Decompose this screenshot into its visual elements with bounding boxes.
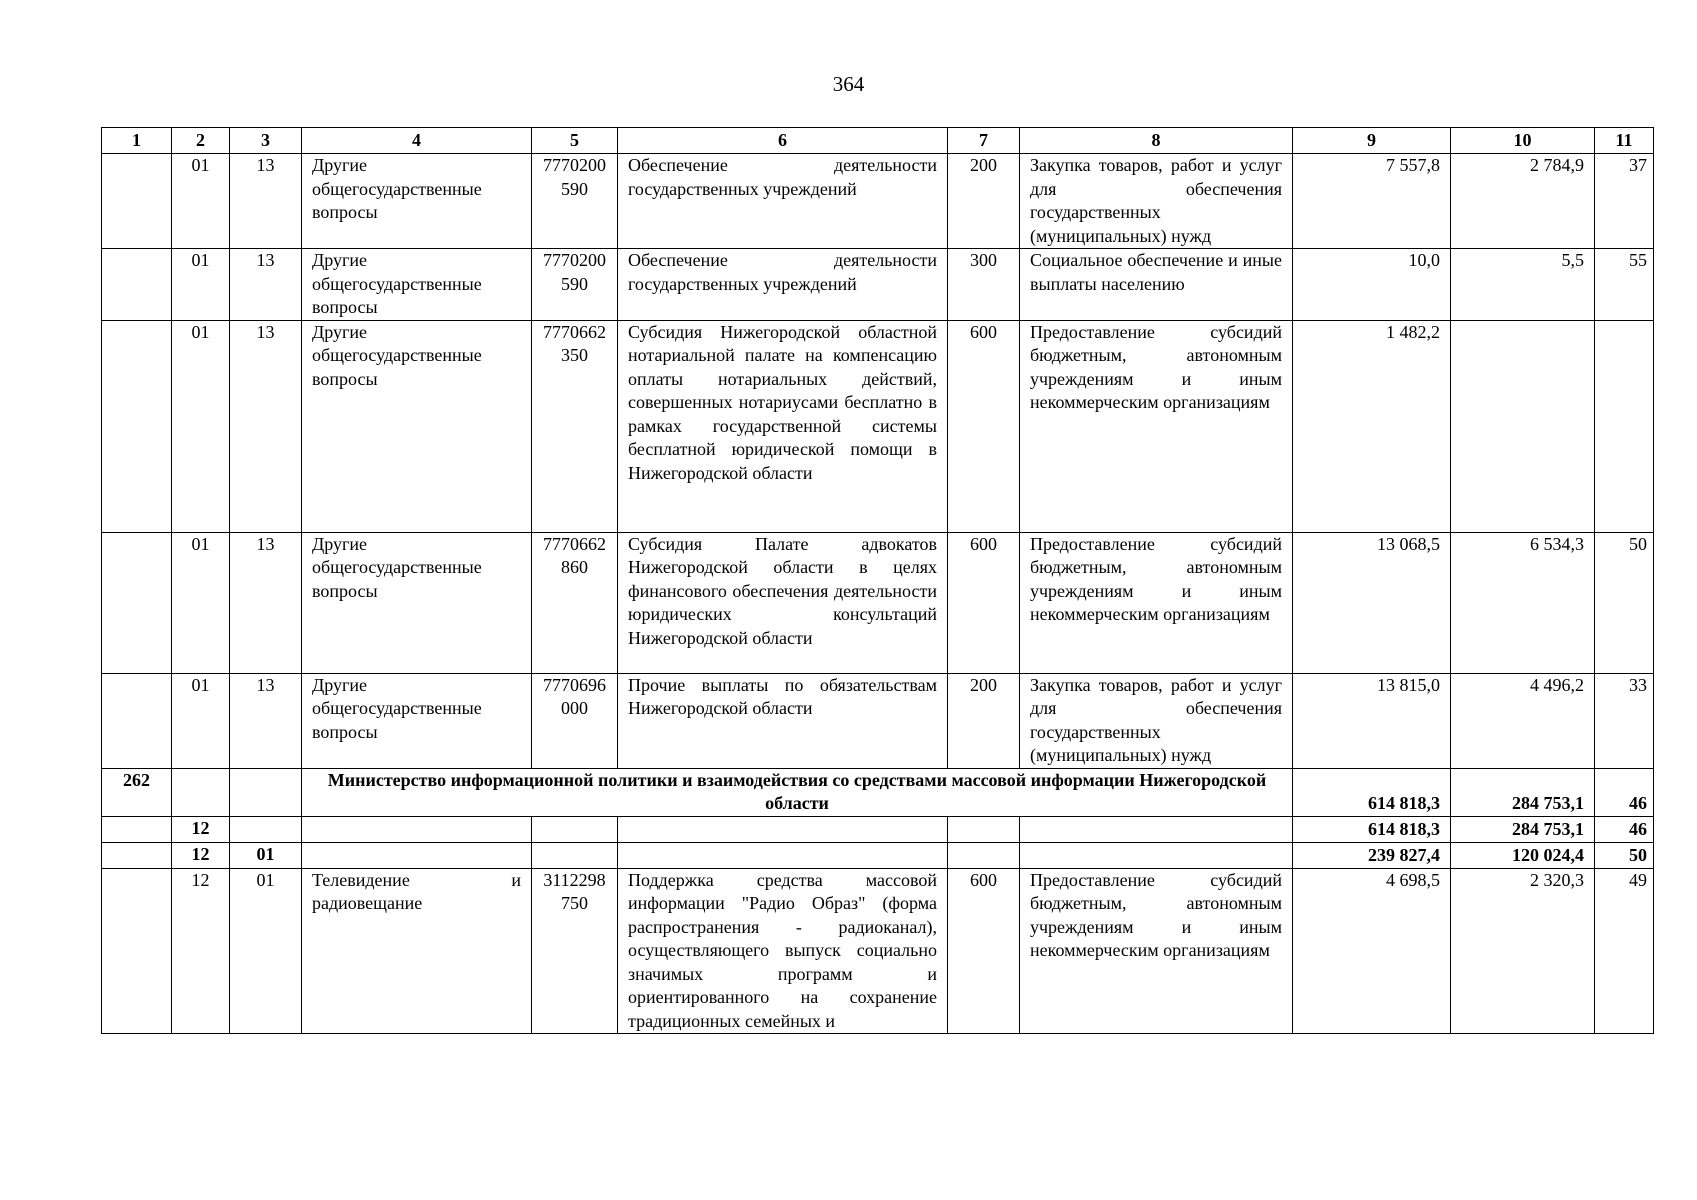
header-row xyxy=(102,128,1654,154)
cell-empty xyxy=(1020,816,1293,842)
column-header: 7 xyxy=(948,128,1020,154)
cell-subsection: 01 xyxy=(230,842,302,868)
table-row xyxy=(102,249,1654,321)
cell-expense-type-name: Предоставление субсидий бюджетным, автономным учреждениям и иным некоммерческим организациям xyxy=(1020,868,1293,1034)
cell-empty xyxy=(948,842,1020,868)
budget-table xyxy=(101,127,1654,1034)
cell-percent: 46 xyxy=(1595,816,1654,842)
ministry-title: Министерство информационной политики и взаимодействия со средствами массовой информации Нижегородской области xyxy=(302,768,1293,816)
cell-empty xyxy=(102,842,172,868)
cell-target-article-name: Субсидия Палате адвокатов Нижегородской области в целях финансового обеспечения деятельности юридических консультаций Нижегородской области xyxy=(618,532,948,673)
column-header: 3 xyxy=(230,128,302,154)
cell-section: 01 xyxy=(172,249,230,321)
cell-percent: 50 xyxy=(1595,532,1654,673)
column-header: 4 xyxy=(302,128,532,154)
cell-target-article: 7770662860 xyxy=(532,532,618,673)
column-header: 1 xyxy=(102,128,172,154)
cell-plan-value: 614 818,3 xyxy=(1293,768,1451,816)
cell-section: 01 xyxy=(172,673,230,768)
cell-expense-type: 200 xyxy=(948,673,1020,768)
cell-empty xyxy=(1020,842,1293,868)
cell-expense-type: 600 xyxy=(948,868,1020,1034)
cell-subsection: 13 xyxy=(230,532,302,673)
column-header: 9 xyxy=(1293,128,1451,154)
column-header: 6 xyxy=(618,128,948,154)
cell-subsection-name: Другие общегосударственные вопросы xyxy=(302,532,532,673)
cell-empty xyxy=(618,816,948,842)
cell-section: 01 xyxy=(172,320,230,532)
cell-plan-value: 13 815,0 xyxy=(1293,673,1451,768)
table-row xyxy=(102,154,1654,249)
cell-empty xyxy=(230,768,302,816)
table-row xyxy=(102,320,1654,532)
cell-plan-value: 1 482,2 xyxy=(1293,320,1451,532)
cell-actual-value: 2 784,9 xyxy=(1451,154,1595,249)
cell-code xyxy=(102,249,172,321)
column-header: 5 xyxy=(532,128,618,154)
cell-empty xyxy=(948,816,1020,842)
cell-actual-value xyxy=(1451,320,1595,532)
cell-subsection: 13 xyxy=(230,673,302,768)
cell-subsection: 13 xyxy=(230,249,302,321)
cell-target-article: 7770200590 xyxy=(532,249,618,321)
cell-target-article: 7770200590 xyxy=(532,154,618,249)
cell-target-article: 7770696000 xyxy=(532,673,618,768)
cell-actual-value: 284 753,1 xyxy=(1451,816,1595,842)
cell-subsection: 13 xyxy=(230,154,302,249)
cell-expense-type: 200 xyxy=(948,154,1020,249)
cell-target-article-name: Обеспечение деятельности государственных учреждений xyxy=(618,154,948,249)
column-header: 11 xyxy=(1595,128,1654,154)
cell-empty xyxy=(302,816,532,842)
column-header: 2 xyxy=(172,128,230,154)
cell-actual-value: 120 024,4 xyxy=(1451,842,1595,868)
cell-expense-type: 300 xyxy=(948,249,1020,321)
cell-percent: 50 xyxy=(1595,842,1654,868)
cell-empty xyxy=(230,816,302,842)
cell-section: 12 xyxy=(172,868,230,1034)
cell-subsection-name: Другие общегосударственные вопросы xyxy=(302,320,532,532)
cell-target-article-name: Поддержка средства массовой информации "Радио Образ" (форма распространения - радиоканал), осуществляющего выпуск социально значимых программ и ориентированного на сохранение традиционных семейных и xyxy=(618,868,948,1034)
cell-target-article: 7770662350 xyxy=(532,320,618,532)
cell-expense-type-name: Закупка товаров, работ и услуг для обеспечения государственных (муниципальных) нужд xyxy=(1020,673,1293,768)
table-row xyxy=(102,532,1654,673)
cell-code xyxy=(102,868,172,1034)
cell-target-article: 3112298750 xyxy=(532,868,618,1034)
cell-expense-type-name: Предоставление субсидий бюджетным, автономным учреждениям и иным некоммерческим организациям xyxy=(1020,320,1293,532)
cell-expense-type-name: Предоставление субсидий бюджетным, автономным учреждениям и иным некоммерческим организациям xyxy=(1020,532,1293,673)
cell-empty xyxy=(302,842,532,868)
cell-empty xyxy=(172,768,230,816)
cell-subsection-name: Телевидение и радиовещание xyxy=(302,868,532,1034)
cell-actual-value: 2 320,3 xyxy=(1451,868,1595,1034)
cell-plan-value: 614 818,3 xyxy=(1293,816,1451,842)
cell-code xyxy=(102,532,172,673)
cell-expense-type-name: Социальное обеспечение и иные выплаты населению xyxy=(1020,249,1293,321)
cell-target-article-name: Прочие выплаты по обязательствам Нижегородской области xyxy=(618,673,948,768)
cell-actual-value: 284 753,1 xyxy=(1451,768,1595,816)
cell-section: 12 xyxy=(172,842,230,868)
page-number: 364 xyxy=(832,72,865,96)
cell-empty xyxy=(618,842,948,868)
cell-percent: 49 xyxy=(1595,868,1654,1034)
cell-target-article-name: Обеспечение деятельности государственных учреждений xyxy=(618,249,948,321)
cell-subsection: 01 xyxy=(230,868,302,1034)
cell-section: 01 xyxy=(172,154,230,249)
ministry-row xyxy=(102,768,1654,816)
cell-section: 01 xyxy=(172,532,230,673)
cell-subsection: 13 xyxy=(230,320,302,532)
section-total-row xyxy=(102,816,1654,842)
cell-target-article-name: Субсидия Нижегородской областной нотариальной палате на компенсацию оплаты нотариальных действий, совершенных нотариусами бесплатно в рамках государственной системы бесплатной юридической помощи в Нижегородской области xyxy=(618,320,948,532)
cell-expense-type: 600 xyxy=(948,320,1020,532)
cell-percent: 55 xyxy=(1595,249,1654,321)
cell-ministry-code: 262 xyxy=(102,768,172,816)
table-row xyxy=(102,673,1654,768)
cell-actual-value: 5,5 xyxy=(1451,249,1595,321)
cell-actual-value: 6 534,3 xyxy=(1451,532,1595,673)
cell-empty xyxy=(532,816,618,842)
cell-percent: 46 xyxy=(1595,768,1654,816)
column-header: 8 xyxy=(1020,128,1293,154)
cell-code xyxy=(102,320,172,532)
cell-subsection-name: Другие общегосударственные вопросы xyxy=(302,154,532,249)
cell-expense-type-name: Закупка товаров, работ и услуг для обеспечения государственных (муниципальных) нужд xyxy=(1020,154,1293,249)
cell-empty xyxy=(532,842,618,868)
cell-actual-value: 4 496,2 xyxy=(1451,673,1595,768)
cell-plan-value: 4 698,5 xyxy=(1293,868,1451,1034)
cell-plan-value: 7 557,8 xyxy=(1293,154,1451,249)
column-header: 10 xyxy=(1451,128,1595,154)
cell-percent xyxy=(1595,320,1654,532)
cell-empty xyxy=(102,816,172,842)
cell-subsection-name: Другие общегосударственные вопросы xyxy=(302,249,532,321)
cell-code xyxy=(102,154,172,249)
cell-plan-value: 10,0 xyxy=(1293,249,1451,321)
cell-section: 12 xyxy=(172,816,230,842)
cell-code xyxy=(102,673,172,768)
cell-plan-value: 239 827,4 xyxy=(1293,842,1451,868)
subsection-total-row xyxy=(102,842,1654,868)
cell-percent: 37 xyxy=(1595,154,1654,249)
cell-percent: 33 xyxy=(1595,673,1654,768)
cell-expense-type: 600 xyxy=(948,532,1020,673)
cell-plan-value: 13 068,5 xyxy=(1293,532,1451,673)
cell-subsection-name: Другие общегосударственные вопросы xyxy=(302,673,532,768)
table-row xyxy=(102,868,1654,1034)
